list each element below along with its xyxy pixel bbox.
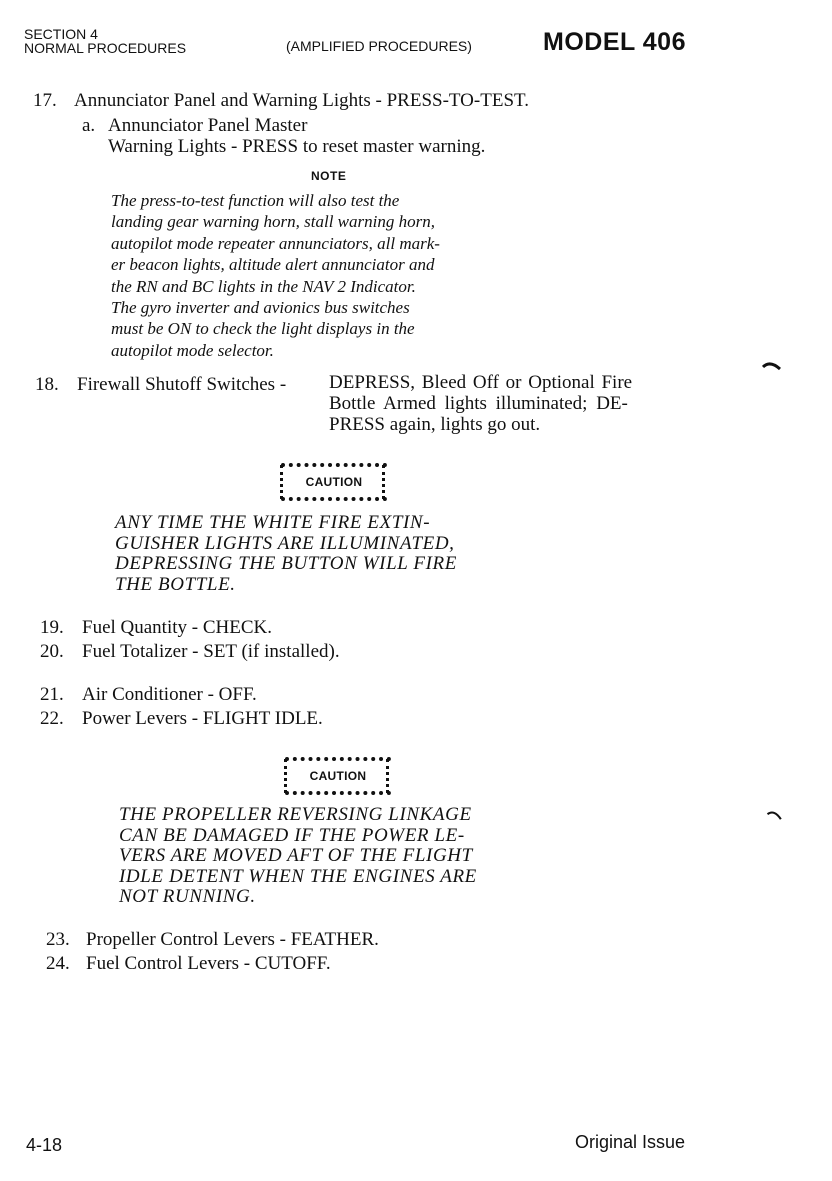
- item-23-text: Propeller Control Levers - FEATHER.: [86, 929, 379, 950]
- item-20-text: Fuel Totalizer - SET (if installed).: [82, 641, 340, 662]
- item-20-number: 20.: [40, 641, 64, 662]
- caution-line: THE PROPELLER REVERSING LINKAGE: [119, 804, 472, 825]
- change-mark-icon: [765, 810, 785, 820]
- change-mark-icon: [762, 361, 782, 371]
- model-title: MODEL 406: [543, 28, 686, 56]
- note-title: NOTE: [311, 169, 347, 183]
- item-21-number: 21.: [40, 684, 64, 705]
- note-line: The press-to-test function will also test the: [111, 191, 400, 210]
- note-line: The gyro inverter and avionics bus switches: [111, 298, 410, 318]
- item-17a-line2: Warning Lights - PRESS to reset master warning.: [108, 136, 486, 157]
- item-18-line1: DEPRESS, Bleed Off or Optional Fire: [329, 372, 633, 393]
- caution-body: [119, 805, 477, 908]
- section-number: SECTION 4: [24, 26, 98, 42]
- item-24-number: 24.: [46, 953, 70, 974]
- item-22-text: Power Levers - FLIGHT IDLE.: [82, 708, 323, 729]
- caution-label: CAUTION: [305, 475, 363, 489]
- item-22-number: 22.: [40, 708, 64, 729]
- caution-body: [115, 513, 457, 595]
- section-title: NORMAL PROCEDURES: [24, 40, 187, 56]
- caution-line: DEPRESSING THE BUTTON WILL FIRE: [115, 553, 457, 574]
- caution-banner: [285, 757, 391, 795]
- issue-label: Original Issue: [575, 1132, 686, 1152]
- caution-line: IDLE DETENT WHEN THE ENGINES ARE: [119, 865, 477, 887]
- item-18-lead: Firewall Shutoff Switches -: [77, 374, 287, 395]
- caution-line: VERS ARE MOVED AFT OF THE FLIGHT: [119, 845, 473, 866]
- item-18-number: 18.: [35, 374, 59, 395]
- note-body: [111, 190, 553, 361]
- note-line: landing gear warning horn, stall warning horn,: [111, 212, 435, 232]
- note-line: autopilot mode repeater annunciators, all mark-: [111, 233, 440, 253]
- item-19-text: Fuel Quantity - CHECK.: [82, 617, 272, 638]
- caution-line: CAN BE DAMAGED IF THE POWER LE-: [119, 824, 465, 846]
- note-line: autopilot mode selector.: [111, 340, 274, 360]
- item-24-text: Fuel Control Levers - CUTOFF.: [86, 953, 331, 974]
- item-17-number: 17.: [33, 90, 57, 111]
- caution-label: CAUTION: [309, 769, 367, 783]
- note-line: the RN and BC lights in the NAV 2 Indicator.: [111, 276, 416, 296]
- item-19-number: 19.: [40, 617, 64, 638]
- note-line: er beacon lights, altitude alert annunciator and: [111, 255, 435, 275]
- item-17a-label: a.: [82, 115, 96, 136]
- caution-line: THE BOTTLE.: [115, 573, 236, 595]
- item-23-number: 23.: [46, 929, 70, 950]
- note-line: must be ON to check the light displays in the: [111, 319, 415, 339]
- item-18-line3: PRESS again, lights go out.: [329, 414, 541, 435]
- item-17a-line1: Annunciator Panel Master: [108, 115, 308, 136]
- item-17-text: Annunciator Panel and Warning Lights - PRESS-TO-TEST.: [74, 90, 529, 111]
- section-header: [24, 27, 186, 55]
- caution-line: NOT RUNNING.: [119, 886, 256, 907]
- caution-line: ANY TIME THE WHITE FIRE EXTIN-: [115, 512, 431, 533]
- header-subtitle: (AMPLIFIED PROCEDURES): [286, 38, 472, 54]
- item-21-text: Air Conditioner - OFF.: [82, 684, 257, 705]
- caution-line: GUISHER LIGHTS ARE ILLUMINATED,: [115, 532, 455, 554]
- item-18-line2: Bottle Armed lights illuminated; DE-: [329, 393, 628, 414]
- page-number: 4-18: [26, 1135, 63, 1155]
- caution-banner: [281, 463, 387, 501]
